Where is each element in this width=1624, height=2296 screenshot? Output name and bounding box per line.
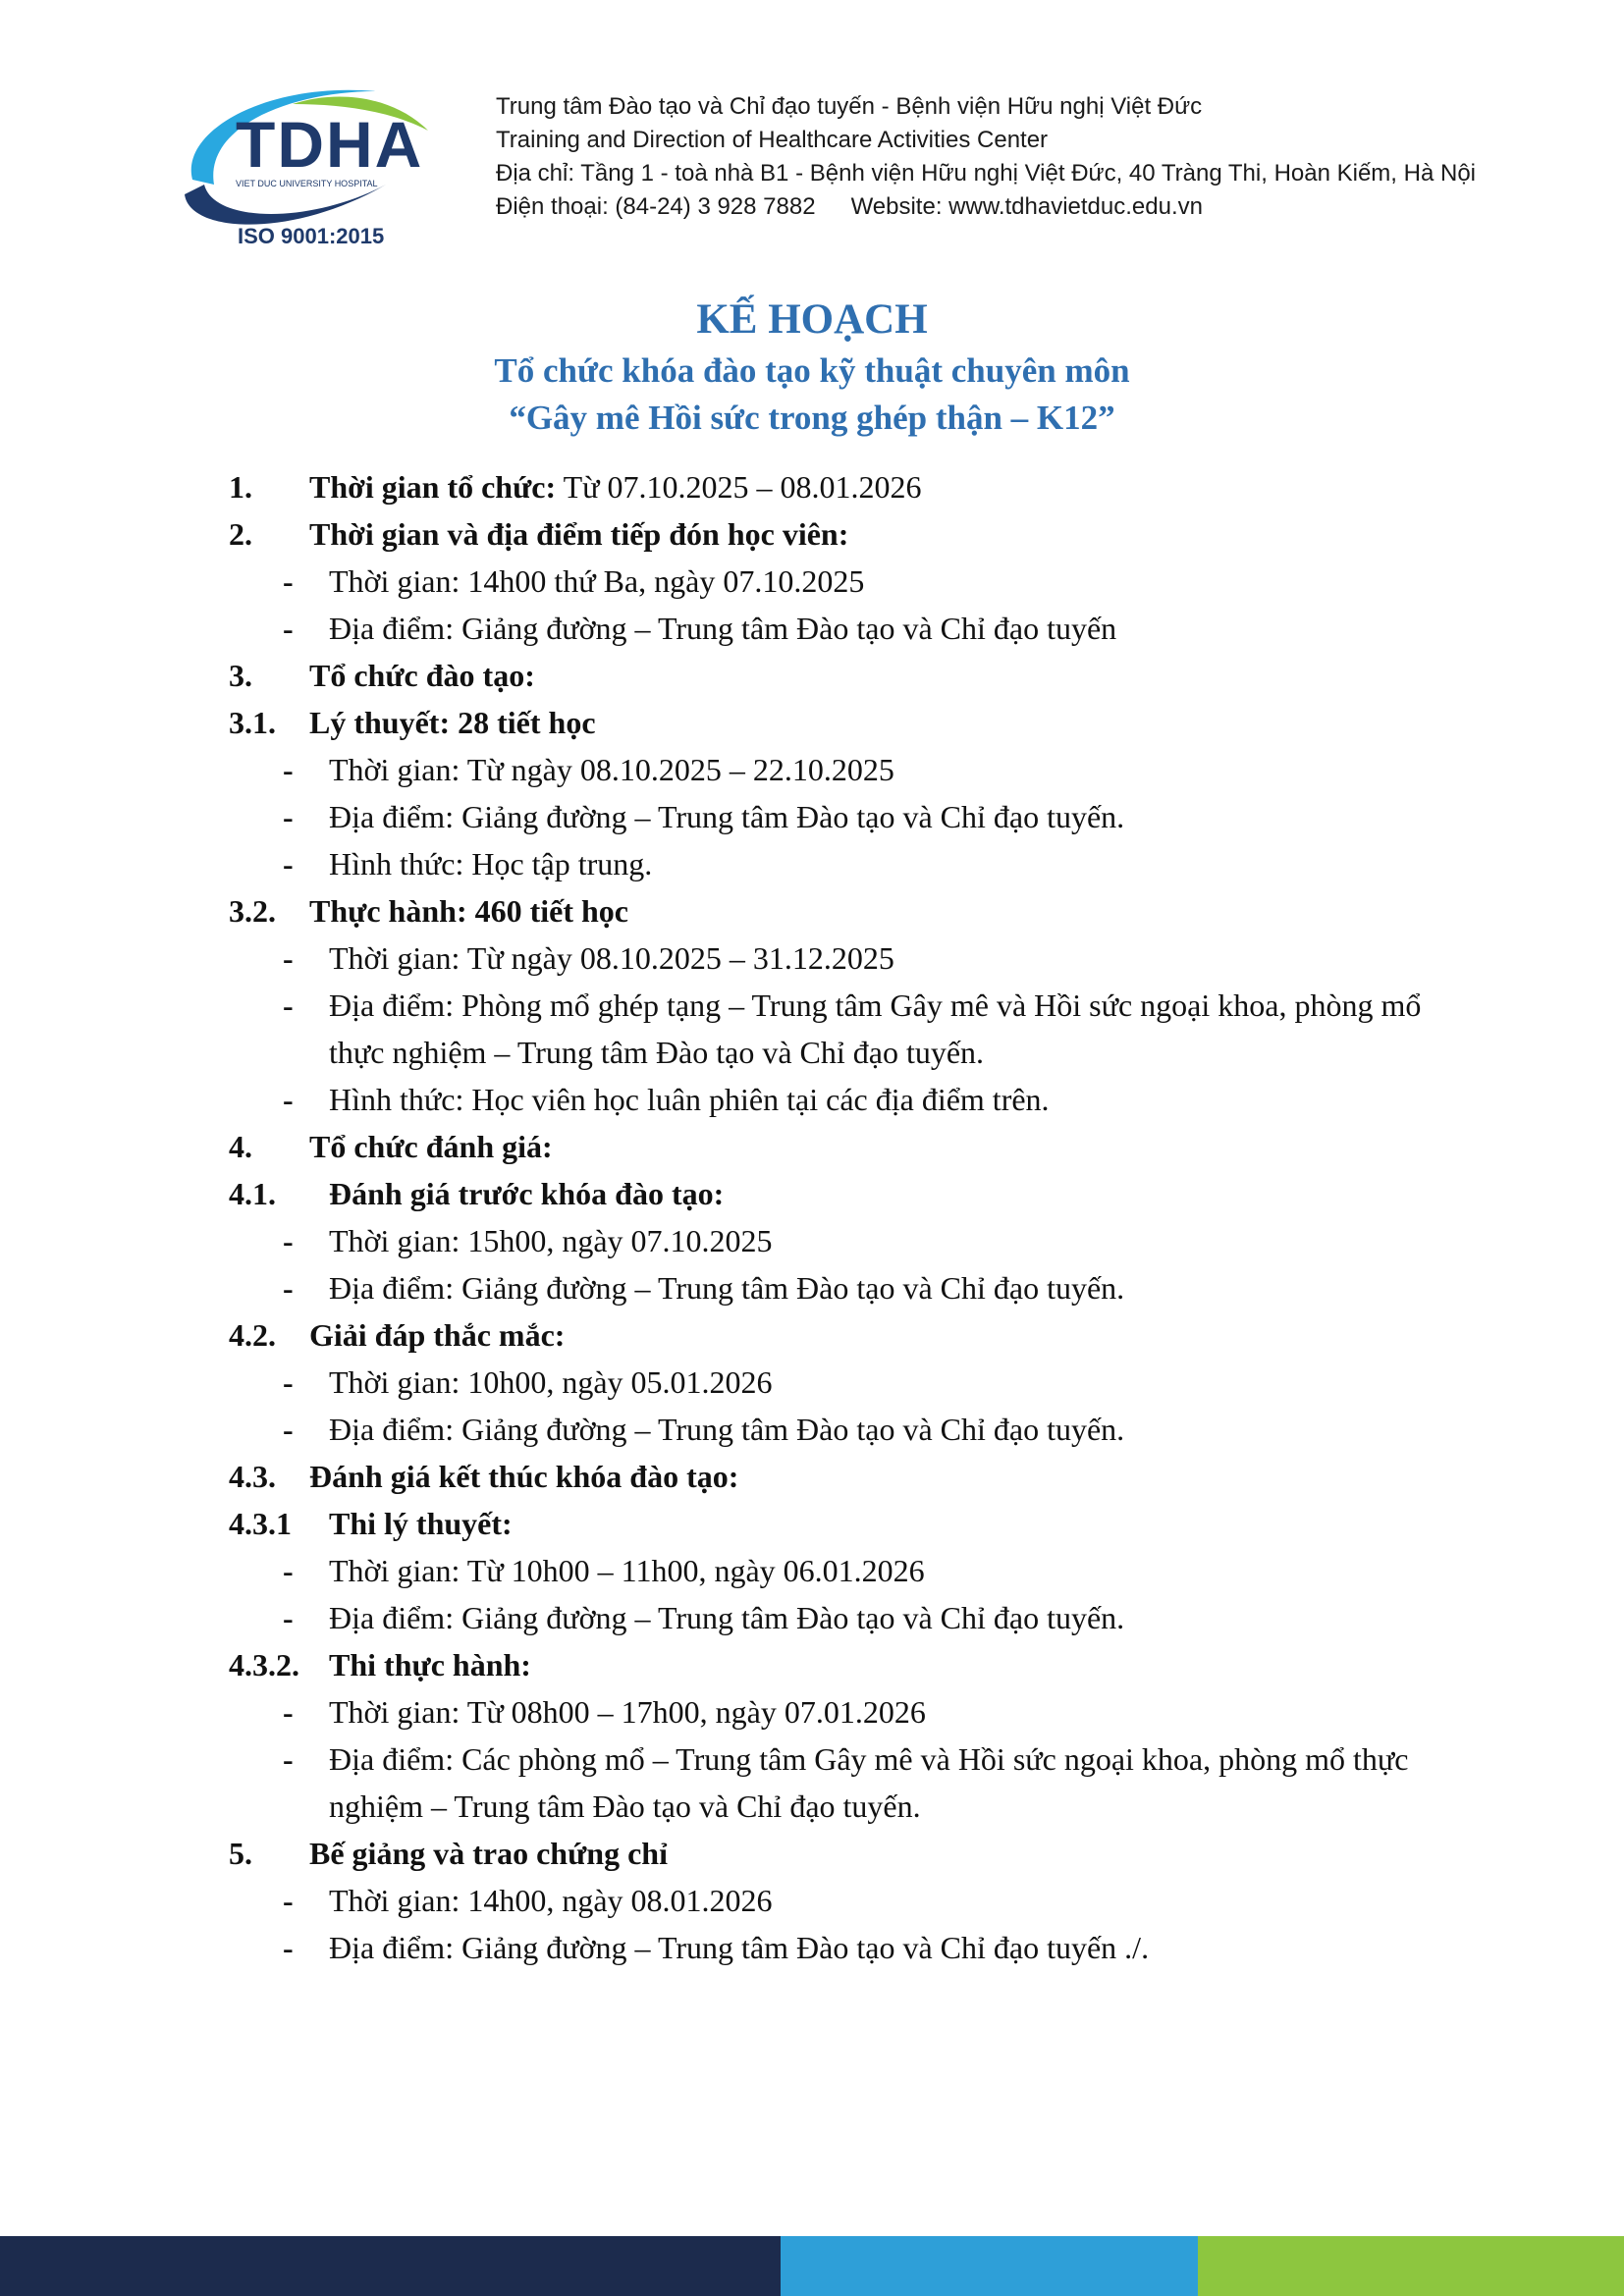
section-4-3	[229, 1453, 1456, 1500]
section-4-1	[229, 1170, 1456, 1217]
bullet-dash: -	[283, 940, 294, 976]
footer-segment-navy	[0, 2236, 781, 2296]
list-item: - Thời gian: Từ 10h00 – 11h00, ngày 06.01.2026	[229, 1547, 1456, 1594]
logo-swoosh-navy	[185, 185, 386, 225]
list-item: - Hình thức: Học tập trung.	[229, 840, 1456, 887]
header-line-1: Trung tâm Đào tạo và Chỉ đạo tuyến - Bệnh viện Hữu nghị Việt Đức	[496, 93, 1203, 120]
header-phone: Điện thoại: (84-24) 3 928 7882	[496, 193, 816, 220]
list-item: - Địa điểm: Giảng đường – Trung tâm Đào tạo và Chỉ đạo tuyến.	[229, 1264, 1456, 1311]
list-item: - Thời gian: Từ ngày 08.10.2025 – 31.12.2025	[229, 934, 1456, 982]
section-value: Từ 07.10.2025 – 08.01.2026	[556, 469, 922, 505]
section-heading: Đánh giá kết thúc khóa đào tạo:	[309, 1459, 739, 1494]
bullet-dash: -	[283, 1553, 294, 1588]
list-item: - Địa điểm: Giảng đường – Trung tâm Đào tạo và Chỉ đạo tuyến.	[229, 793, 1456, 840]
section-2	[229, 510, 1456, 558]
bullet-dash: -	[283, 563, 294, 599]
list-item: - Thời gian: 10h00, ngày 05.01.2026	[229, 1359, 1456, 1406]
section-number: 4.3.	[229, 1459, 276, 1494]
list-item: - Thời gian: Từ ngày 08.10.2025 – 22.10.2025	[229, 746, 1456, 793]
section-heading: Thực hành: 460 tiết học	[309, 893, 628, 929]
bullet-dash: -	[283, 846, 294, 881]
section-heading: Tổ chức đánh giá:	[309, 1129, 553, 1164]
section-heading: Thi thực hành:	[329, 1647, 531, 1682]
section-number: 4.3.2.	[229, 1647, 299, 1682]
list-item: - Địa điểm: Giảng đường – Trung tâm Đào tạo và Chỉ đạo tuyến ./.	[229, 1924, 1456, 1971]
section-heading: Thi lý thuyết:	[329, 1506, 513, 1541]
section-number: 5.	[229, 1836, 252, 1871]
bullet-dash: -	[283, 1883, 294, 1918]
list-item: - Địa điểm: Phòng mổ ghép tạng – Trung tâm Gây mê và Hồi sức ngoại khoa, phòng mổ thực nghiệm – Trung tâm Đào tạo và Chỉ đạo tuyến.	[229, 982, 1456, 1076]
section-3-1	[229, 699, 1456, 746]
list-item: - Thời gian: 14h00 thứ Ba, ngày 07.10.2025	[229, 558, 1456, 605]
section-4	[229, 1123, 1456, 1170]
bullet-dash: -	[283, 1270, 294, 1306]
section-number: 3.	[229, 658, 252, 693]
logo-subtitle: VIET DUC UNIVERSITY HOSPITAL	[236, 179, 378, 188]
section-3	[229, 652, 1456, 699]
section-4-3-2	[229, 1641, 1456, 1688]
bullet-dash: -	[283, 611, 294, 646]
section-number: 2.	[229, 516, 252, 552]
document-body	[229, 463, 1456, 1971]
section-4-2	[229, 1311, 1456, 1359]
section-heading: Lý thuyết: 28 tiết học	[309, 705, 596, 740]
bullet-dash: -	[283, 1930, 294, 1965]
tdha-logo-graphic	[175, 77, 440, 253]
section-number: 4.3.1	[229, 1506, 292, 1541]
logo-iso: ISO 9001:2015	[238, 224, 385, 248]
bullet-dash: -	[283, 1364, 294, 1400]
list-item: - Địa điểm: Giảng đường – Trung tâm Đào tạo và Chỉ đạo tuyến	[229, 605, 1456, 652]
bullet-dash: -	[283, 752, 294, 787]
footer-segment-blue	[781, 2236, 1198, 2296]
section-number: 4.1.	[229, 1176, 276, 1211]
section-1	[229, 463, 1456, 510]
section-4-3-1	[229, 1500, 1456, 1547]
title-main: KẾ HOẠCH	[696, 296, 928, 343]
section-heading: Đánh giá trước khóa đào tạo:	[329, 1176, 725, 1211]
header-line-2: Training and Direction of Healthcare Activities Center	[496, 127, 1049, 153]
list-item: - Thời gian: Từ 08h00 – 17h00, ngày 07.01.2026	[229, 1688, 1456, 1735]
section-heading: Bế giảng và trao chứng chỉ	[309, 1836, 668, 1871]
list-item: - Hình thức: Học viên học luân phiên tại các địa điểm trên.	[229, 1076, 1456, 1123]
list-item: - Thời gian: 15h00, ngày 07.10.2025	[229, 1217, 1456, 1264]
document-title	[0, 293, 1624, 442]
section-heading: Tổ chức đào tạo:	[309, 658, 535, 693]
tdha-logo	[175, 77, 440, 253]
list-item: - Địa điểm: Giảng đường – Trung tâm Đào tạo và Chỉ đạo tuyến.	[229, 1406, 1456, 1453]
bullet-dash: -	[283, 1412, 294, 1447]
section-number: 3.1.	[229, 705, 276, 740]
bullet-dash: -	[283, 1600, 294, 1635]
title-subtitle-2: “Gây mê Hồi sức trong ghép thận – K12”	[509, 399, 1115, 437]
list-item: - Địa điểm: Các phòng mổ – Trung tâm Gây mê và Hồi sức ngoại khoa, phòng mổ thực nghiệm – Trung tâm Đào tạo và Chỉ đạo tuyến.	[229, 1735, 1456, 1830]
section-3-2	[229, 887, 1456, 934]
section-number: 3.2.	[229, 893, 276, 929]
list-item: - Địa điểm: Giảng đường – Trung tâm Đào tạo và Chỉ đạo tuyến.	[229, 1594, 1456, 1641]
section-number: 4.	[229, 1129, 252, 1164]
bullet-dash: -	[283, 1223, 294, 1258]
section-5	[229, 1830, 1456, 1877]
section-heading: Thời gian tổ chức:	[309, 469, 557, 505]
title-subtitle-1: Tổ chức khóa đào tạo kỹ thuật chuyên môn	[494, 351, 1130, 390]
bullet-dash: -	[283, 988, 294, 1023]
header-website: Website: www.tdhavietduc.edu.vn	[850, 193, 1203, 220]
section-heading: Thời gian và địa điểm tiếp đón học viên:	[309, 516, 849, 552]
header-info	[496, 90, 1476, 224]
section-number: 4.2.	[229, 1317, 276, 1353]
bullet-dash: -	[283, 1741, 294, 1777]
footer-segment-green	[1198, 2236, 1624, 2296]
bullet-dash: -	[283, 1082, 294, 1117]
header-address: Địa chỉ: Tầng 1 - toà nhà B1 - Bệnh viện Hữu nghị Việt Đức, 40 Tràng Thi, Hoàn Kiếm, Hà Nội	[496, 160, 1476, 187]
list-item: - Thời gian: 14h00, ngày 08.01.2026	[229, 1877, 1456, 1924]
section-number: 1.	[229, 469, 252, 505]
bullet-dash: -	[283, 799, 294, 834]
section-heading: Giải đáp thắc mắc:	[309, 1317, 566, 1353]
logo-name: TDHA	[236, 108, 424, 181]
header-contact	[496, 190, 1476, 224]
footer-bar	[0, 2236, 1624, 2296]
bullet-dash: -	[283, 1694, 294, 1730]
